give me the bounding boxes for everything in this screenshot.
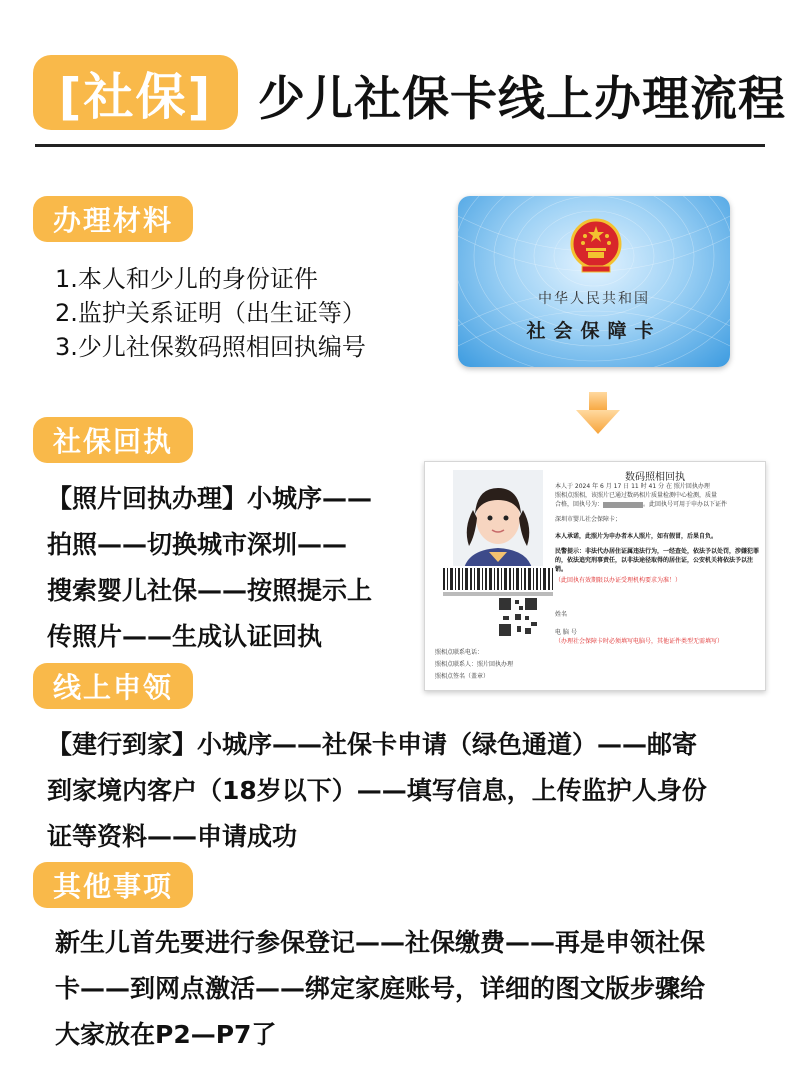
text-line: 到家境内客户（18岁以下）——填写信息，上传监护人身份 xyxy=(47,776,707,805)
text-line: 新生儿首先要进行参保登记——社保缴费——再是申领社保 xyxy=(55,928,706,957)
receipt-note: （此回执有效期限以办证受理机构要求为准！） xyxy=(555,577,682,584)
social-security-card-image xyxy=(458,196,730,367)
text-line: 搜索婴儿社保——按照提示上 xyxy=(47,576,373,605)
text-line: 传照片——生成认证回执 xyxy=(47,622,323,651)
receipt-body xyxy=(555,482,760,585)
page-title: 少儿社保卡线上办理流程 xyxy=(258,72,786,127)
barcode xyxy=(439,566,557,598)
receipt-signature: 照相点签名（盖章） xyxy=(435,673,490,680)
receipt-contact-person: 照相点联系人：照片回执办理 xyxy=(435,661,514,668)
list-item: 1.本人和少儿的身份证件 xyxy=(55,265,318,293)
text-line: 【照片回执办理】小城序—— xyxy=(47,484,373,513)
redacted-bar xyxy=(603,502,643,508)
receipt-steps xyxy=(47,476,372,660)
child-photo xyxy=(453,470,543,574)
list-item: 3.少儿社保数码照相回执编号 xyxy=(55,333,366,361)
title-divider xyxy=(35,144,765,147)
text-line: 拍照——切换城市深圳—— xyxy=(47,530,348,559)
section-label-other: 其他事项 xyxy=(33,862,193,908)
card-country-text: 中华人民共和国 xyxy=(538,291,650,307)
apply-steps xyxy=(47,722,707,860)
receipt-name-label: 姓名 xyxy=(555,611,568,618)
qr-code xyxy=(497,596,539,638)
receipt-commitment: 本人承诺，此照片为申办者本人照片，如有假冒，后果自负。 xyxy=(555,533,718,540)
receipt-line-part: 。此回执号可用于申办以下证件 xyxy=(643,501,728,508)
receipt-title: 数码照相回执 xyxy=(625,472,685,483)
text-line: 卡——到网点激活——绑定家庭账号，详细的图文版步骤给 xyxy=(55,974,706,1003)
receipt-warning: 民警提示：非法代办居住证属违法行为，一经查处，依法予以处罚，涉嫌犯罪的，依法追究刑事责任，以非法途径取得的居住证，公安机关将依法予以注销。 xyxy=(555,548,760,573)
receipt-line: 照相点照相，该照片已通过数码相片质量检测中心检测，质量 xyxy=(555,492,718,499)
other-notes xyxy=(55,920,705,1058)
header-tag: [社保] xyxy=(33,55,238,130)
section-label-apply: 线上申领 xyxy=(33,663,193,709)
receipt-line xyxy=(555,500,760,509)
receipt-line: 本人于 2024 年 6 月 17 日 11 时 41 分 在 照片回执办理 xyxy=(555,483,710,490)
materials-list xyxy=(55,262,366,364)
receipt-phone-label: 电 脑 号 xyxy=(555,629,577,636)
photo-receipt-image xyxy=(424,461,766,691)
receipt-process-note: （办理社会保障卡时必须填写电脑号，其他证件类型无需填写） xyxy=(555,638,724,645)
list-item: 2.监护关系证明（出生证等） xyxy=(55,299,366,327)
receipt-line-part: 合格，回执号为： xyxy=(555,501,604,508)
text-line: 证等资料——申请成功 xyxy=(47,822,298,851)
receipt-contact: 照相点联系电话： xyxy=(435,649,484,656)
text-line: 【建行到家】小城序——社保卡申请（绿色通道）——邮寄 xyxy=(47,730,698,759)
national-emblem-icon xyxy=(570,218,622,274)
section-label-receipt: 社保回执 xyxy=(33,417,193,463)
section-label-materials: 办理材料 xyxy=(33,196,193,242)
receipt-line: 深圳市婴儿社会保障卡； xyxy=(555,516,622,523)
text-line: 大家放在P2—P7了 xyxy=(55,1020,277,1049)
card-name-text: 社会保障卡 xyxy=(526,320,662,342)
down-arrow-icon xyxy=(574,392,622,436)
